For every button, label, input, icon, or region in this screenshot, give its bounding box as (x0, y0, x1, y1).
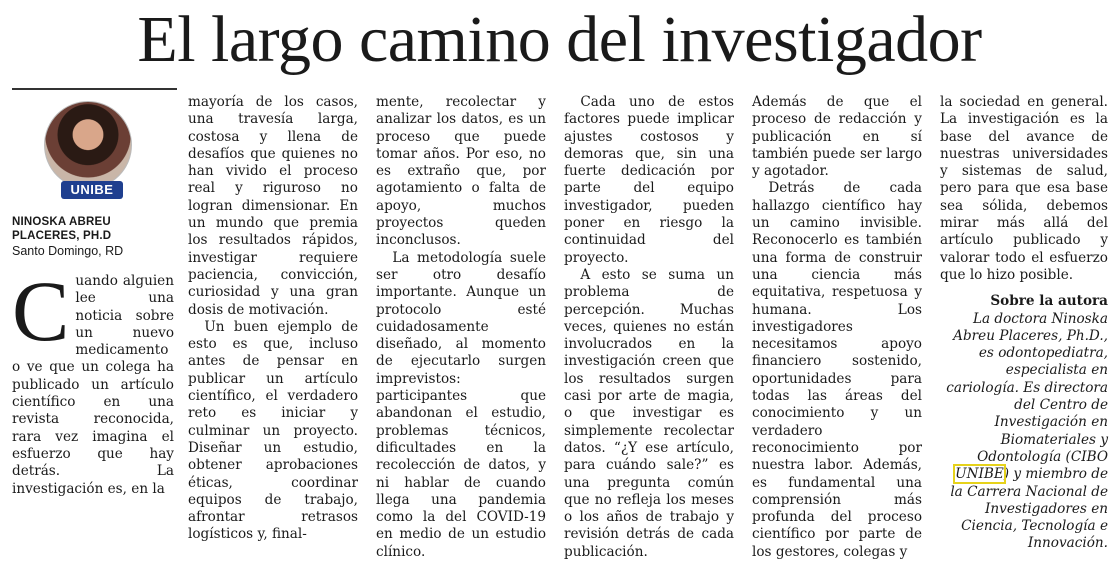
column-3 (376, 94, 546, 561)
paragraph: La metodología suele ser otro desafío importante. Aunque un protocolo esté cuidadosamente diseñado, al momento de ejecutarlo surgen imprevistos: participantes que abandonan el estudio, problemas técnicos, dificultades en la recolección de datos, y ni hablar de cuando llega una pandemia como la del COVID-19 en medio de un estudio clínico. (376, 249, 546, 560)
bio-highlight: UNIBE (955, 466, 1004, 483)
paragraph: mente, recolectar y analizar los datos, es un proceso que puede tomar años. Por eso, no es extraño que, por agotamiento o falta de apoyo, muchos proyectos queden inconclusos. (376, 94, 546, 249)
paragraph: Además de que el proceso de redacción y publicación en sí también puede ser largo y agotador. (752, 94, 922, 180)
column-2 (188, 94, 358, 544)
column-1 (12, 263, 174, 498)
byline (12, 215, 182, 259)
paragraph: la sociedad en general. La investigación es la base del avance de nuestras universidades y sistemas de salud, pero para que esa base sea sólida, debemos mirar más allá del artículo publicado y valorar todo el esfuerzo que lo hizo posible. (940, 94, 1108, 283)
author-name-line2: PLACERES, PH.D (12, 230, 112, 242)
paragraph: mayoría de los casos, una travesía larga, costosa y llena de desafíos que quienes no han vivido el proceso real y riguroso no logran dimensionar. En un mundo que premia los resultados rápidos, investigar requiere paciencia, convicción, curiosidad y una gran dosis de motivación. (188, 94, 358, 318)
headline: El largo camino del investigador (137, 3, 982, 76)
author-photo (44, 101, 132, 189)
byline-rule (12, 88, 177, 90)
paragraph: Detrás de cada hallazgo científico hay un camino invisible. Reconocerlo es también una forma de construir una ciencia más equitativa, respetuosa y humana. Los investigadores necesitamos apoyo financiero sostenido, oportunidades para todas las áreas del conocimiento y un verdadero reconocimiento por nuestra labor. Además, es fundamental una comprensión más profunda del proceso científico por parte de los gestores, colegas y (752, 180, 922, 560)
bio-text-end: ) y miembro de la Carrera Nacional de Investigadores en Ciencia, Tecnología e Innovación. (950, 466, 1108, 552)
author-location: Santo Domingo, RD (12, 244, 124, 258)
bio-text: La doctora Ninoska Abreu Placeres, Ph.D., es odontopediatra, especialista en cariología. Es directora del Centro de Investigación en Biomateriales y Odontología (CIBO (946, 310, 1108, 465)
unibe-logo: UNIBE (61, 181, 123, 199)
column-5 (752, 94, 922, 561)
column-4 (564, 94, 734, 561)
paragraph: Cada uno de estos factores puede implicar ajustes costosos y demoras que, sin una fuerte dedicación por parte del equipo investigador, pueden poner en riesgo la continuidad del proyecto. (564, 94, 734, 266)
bio-heading: Sobre la autora (990, 293, 1108, 310)
author-bio (940, 311, 1108, 553)
lead-paragraph: uando alguien lee una noticia sobre un nuevo medicamento o ve que un colega ha publicado un artículo científico en una revista reconocida, rara vez imagina el esfuerzo que hay detrás. La investigación es, en la (12, 273, 174, 497)
paragraph: Un buen ejemplo de esto es que, incluso antes de pensar en publicar un artículo científico, el verdadero reto es iniciar y culminar un proyecto. Diseñar un estudio, obtener aprobaciones éticas, coordinar equipos de trabajo, afrontar retrasos logísticos y, final- (188, 318, 358, 543)
drop-cap: C (12, 263, 70, 359)
author-name-line1: NINOSKA ABREU (12, 216, 111, 228)
column-6 (940, 94, 1108, 553)
paragraph: A esto se suma un problema de percepción. Muchas veces, quienes no están involucrados en la investigación creen que los resultados surgen casi por arte de magia, o que investigar es simplemente recolectar datos. “¿Y ese artículo, para cuándo sale?” es una pregunta común que no refleja los meses o los años de trabajo y revisión detrás de cada publicación. (564, 266, 734, 560)
